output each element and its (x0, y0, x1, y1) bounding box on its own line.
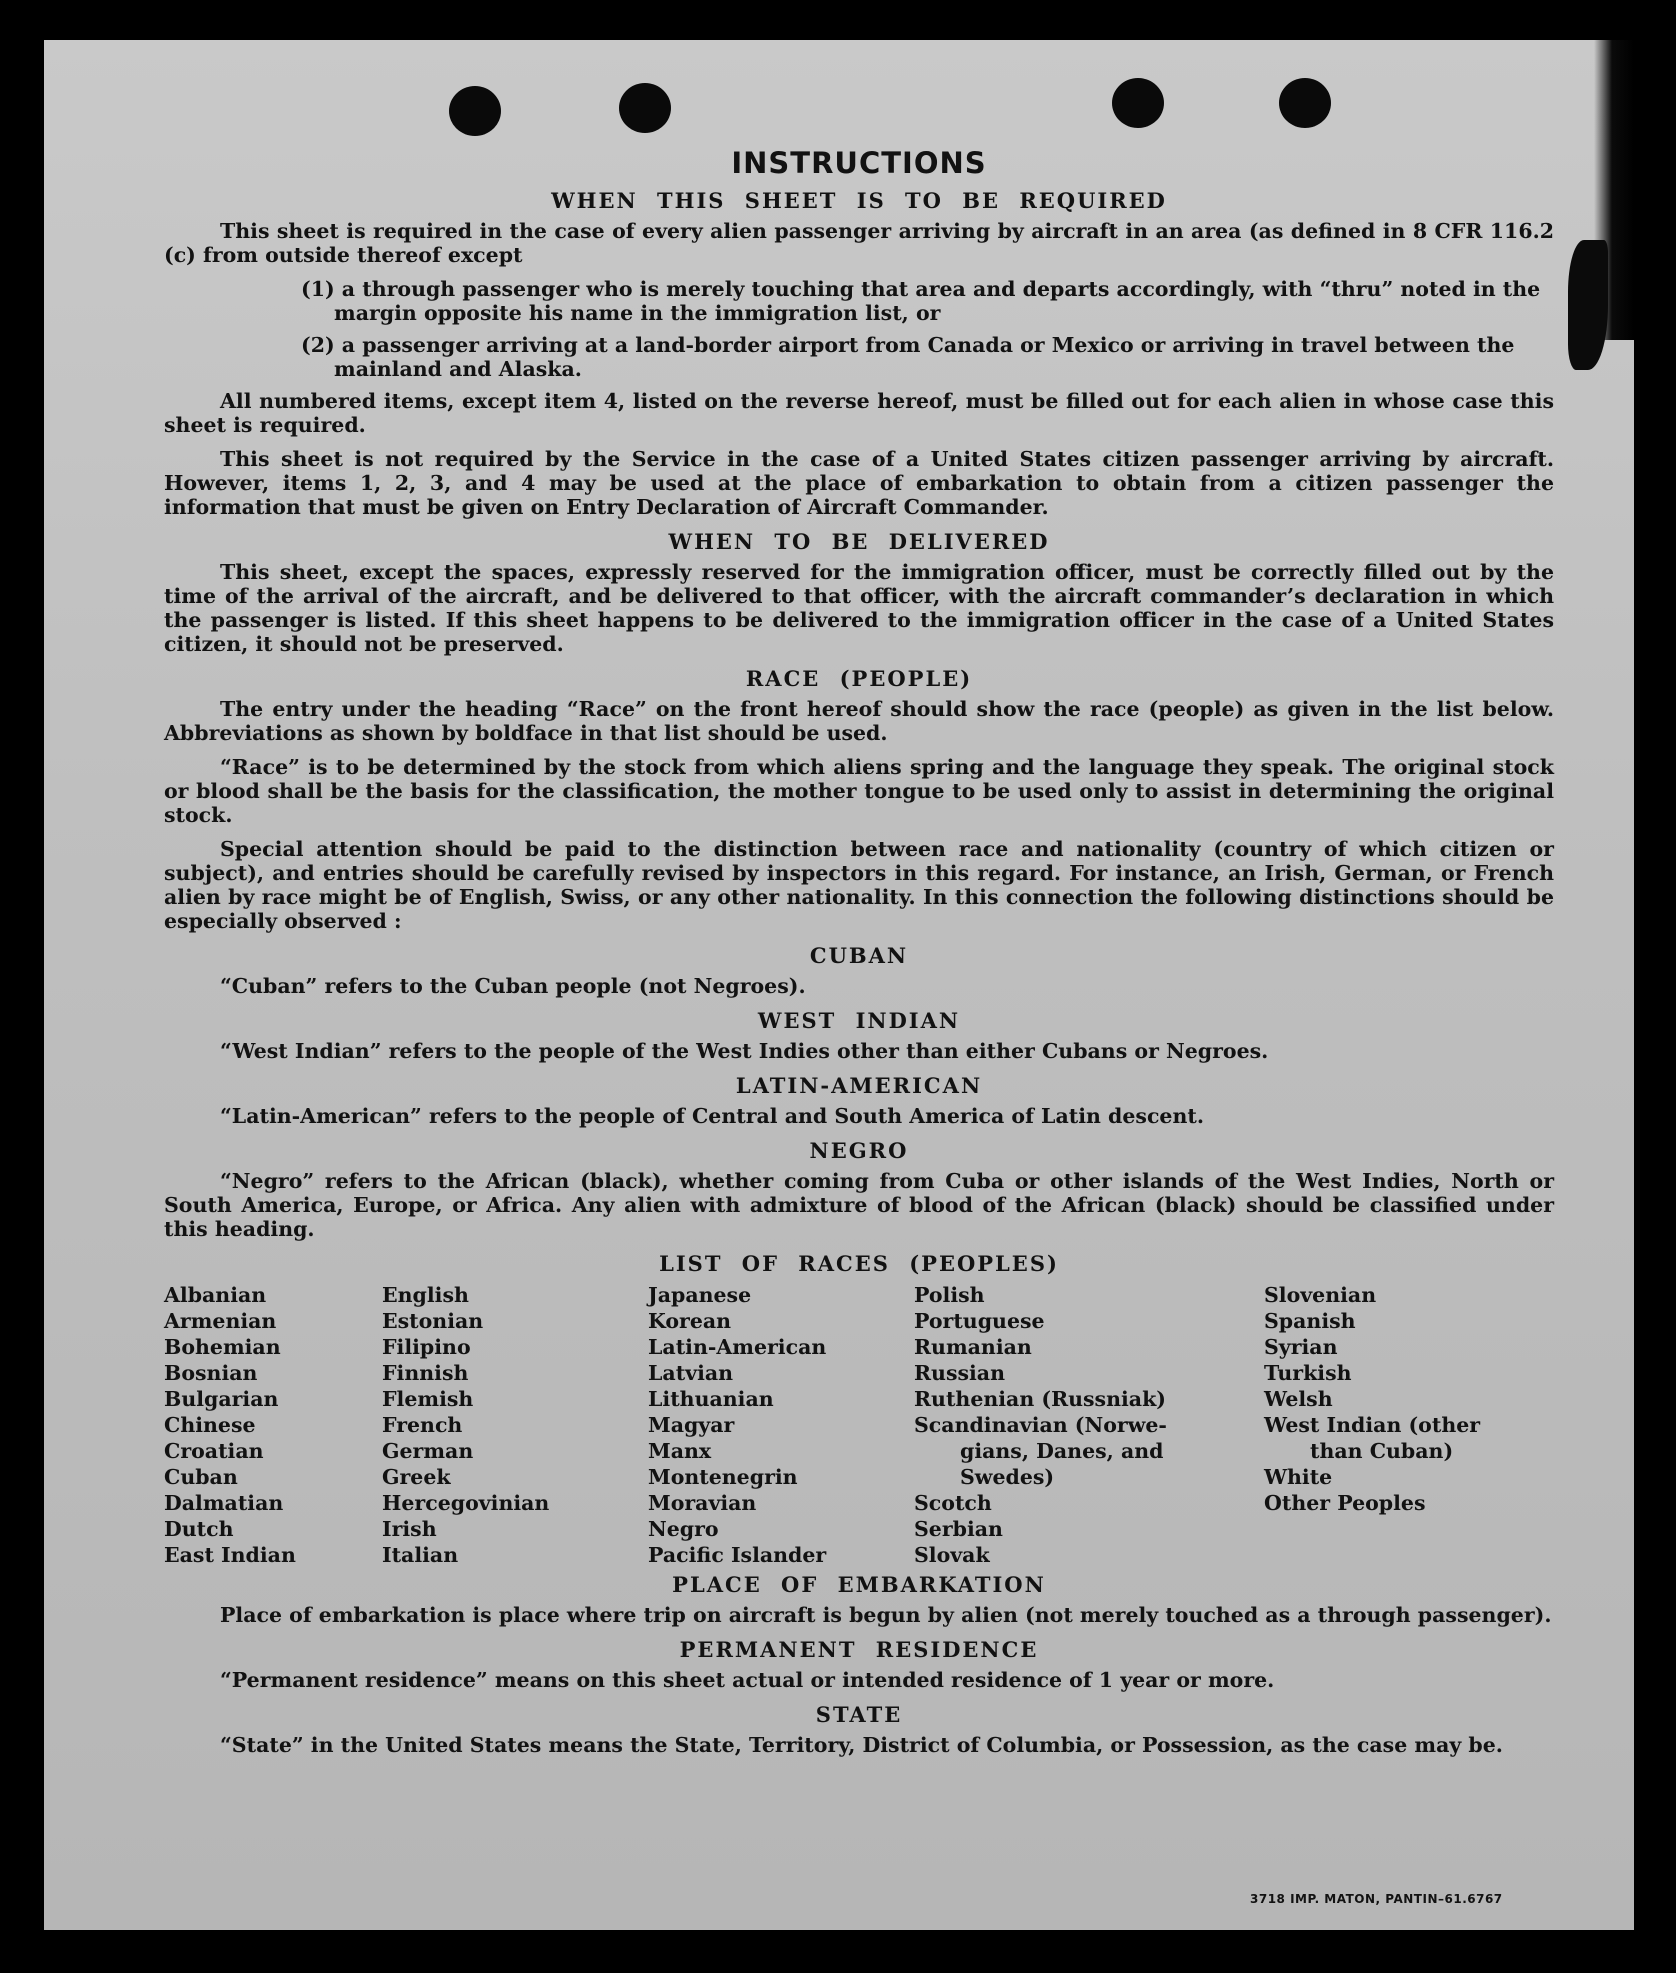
race-entry: Slovenian (1264, 1283, 1377, 1307)
race-entry: Magyar (648, 1413, 735, 1437)
race-entry: German (382, 1439, 474, 1463)
list-item: (2) a passenger arriving at a land-border airport from Canada or Mexico or arriving in travel between the mainland and Alaska. (301, 333, 1515, 381)
document-body (164, 100, 1554, 1767)
race-entry: Welsh (1264, 1387, 1333, 1411)
race-entry: Irish (382, 1517, 437, 1541)
race-entry: Moravian (648, 1491, 757, 1515)
race-entry: Ruthenian (Russniak) (914, 1387, 1166, 1411)
race-entry: Turkish (1264, 1361, 1352, 1385)
race-entry: Polish (914, 1283, 985, 1307)
race-entry: Swedes) (960, 1465, 1055, 1489)
paragraph: “Negro” refers to the African (black), whether coming from Cuba or other islands of the West Indies, North or South America, Europe, or Africa. Any alien with admixture of blood of the African (black) should be classified under this heading. (164, 1169, 1554, 1241)
paragraph: This sheet is required in the case of every alien passenger arriving by aircraft in an area (as defined in 8 CFR 116.2 (c) from outside thereof except (164, 219, 1554, 267)
race-entry: Montenegrin (648, 1465, 798, 1489)
race-column (1264, 1282, 1480, 1516)
paragraph: Special attention should be paid to the distinction between race and nationality (country of which citizen or subject), and entries should be carefully revised by inspectors in this regard. For instance, an Irish, German, or French alien by race might be of English, Swiss, or any other nationality. In this connection the following distinctions should be especially observed : (164, 837, 1554, 933)
race-entry: Latvian (648, 1361, 734, 1385)
paragraph: Place of embarkation is place where trip on aircraft is begun by alien (not merely touched as a through passenger). (220, 1603, 1552, 1627)
paragraph: All numbered items, except item 4, listed on the reverse hereof, must be filled out for each alien in whose case this sheet is required. (164, 389, 1554, 437)
paragraph: This sheet, except the spaces, expressly reserved for the immigration officer, must be correctly filled out by the time of the arrival of the aircraft, and be delivered to that officer, with the aircraft commander’s declaration in which the passenger is listed. If this sheet happens to be delivered to the immigration officer in the case of a United States citizen, it should not be preserved. (164, 560, 1554, 656)
paragraph: “Race” is to be determined by the stock from which aliens spring and the language they speak. The original stock or blood shall be the basis for the classification, the mother tongue to be used only to assist in determining the original stock. (164, 755, 1554, 827)
race-column (164, 1282, 296, 1568)
race-entry: Korean (648, 1309, 732, 1333)
race-entry: Slovak (914, 1543, 990, 1567)
race-entry: Spanish (1264, 1309, 1356, 1333)
race-entry: Estonian (382, 1309, 484, 1333)
race-entry: Greek (382, 1465, 451, 1489)
paragraph: “Latin-American” refers to the people of Central and South America of Latin descent. (220, 1104, 1204, 1128)
race-entry: Rumanian (914, 1335, 1032, 1359)
section-heading: WEST INDIAN (757, 1008, 961, 1033)
section-heading: PLACE OF EMBARKATION (672, 1572, 1046, 1597)
race-entry: East Indian (164, 1543, 296, 1567)
race-entry: Syrian (1264, 1335, 1338, 1359)
race-entry: Scotch (914, 1491, 992, 1515)
paragraph: “Cuban” refers to the Cuban people (not Negroes). (220, 974, 806, 998)
race-entry: than Cuban) (1310, 1439, 1454, 1463)
race-entry: Flemish (382, 1387, 474, 1411)
race-entry: Croatian (164, 1439, 264, 1463)
race-entry: Cuban (164, 1465, 238, 1489)
section-heading: WHEN THIS SHEET IS TO BE REQUIRED (551, 188, 1167, 213)
paragraph: “State” in the United States means the State, Territory, District of Columbia, or Possession, as the case may be. (220, 1733, 1503, 1757)
race-entry: Italian (382, 1543, 459, 1567)
race-entry: Bulgarian (164, 1387, 279, 1411)
section-heading: LIST OF RACES (PEOPLES) (659, 1251, 1059, 1276)
race-entry: Hercegovinian (382, 1491, 550, 1515)
race-column (382, 1282, 549, 1568)
race-entry: Albanian (164, 1283, 267, 1307)
race-entry: Bosnian (164, 1361, 258, 1385)
printer-imprint: 3718 IMP. MATON, PANTIN–61.6767 (1250, 1892, 1503, 1906)
race-entry: Negro (648, 1517, 719, 1541)
race-list (164, 1282, 1554, 1567)
race-entry: Portuguese (914, 1309, 1045, 1333)
race-entry: Manx (648, 1439, 712, 1463)
race-entry: Filipino (382, 1335, 471, 1359)
section-heading: RACE (PEOPLE) (745, 666, 973, 691)
race-entry: Pacific Islander (648, 1543, 827, 1567)
race-entry: Other Peoples (1264, 1491, 1426, 1515)
section-heading: PERMANENT RESIDENCE (679, 1637, 1039, 1662)
paragraph: This sheet is not required by the Service in the case of a United States citizen passenger arriving by aircraft. However, items 1, 2, 3, and 4 may be used at the place of embarkation to obtain from a citizen passenger the information that must be given on Entry Declaration of Aircraft Commander. (164, 447, 1554, 519)
section-heading: LATIN-AMERICAN (735, 1073, 983, 1098)
section-heading: NEGRO (809, 1138, 909, 1163)
race-entry: Latin-American (648, 1335, 827, 1359)
race-entry: Finnish (382, 1361, 469, 1385)
paragraph: The entry under the heading “Race” on the front hereof should show the race (people) as given in the list below. Abbreviations as shown by boldface in that list should be used. (164, 697, 1554, 745)
paragraph: “Permanent residence” means on this sheet actual or intended residence of 1 year or more. (220, 1668, 1275, 1692)
race-entry: White (1264, 1465, 1333, 1489)
race-entry: Dalmatian (164, 1491, 284, 1515)
race-entry: English (382, 1283, 469, 1307)
race-entry: Chinese (164, 1413, 256, 1437)
race-entry: French (382, 1413, 463, 1437)
paragraph: “West Indian” refers to the people of the West Indies other than either Cubans or Negroes. (220, 1039, 1269, 1063)
page-title: INSTRUCTIONS (731, 146, 987, 180)
race-entry: Serbian (914, 1517, 1003, 1541)
race-entry: Armenian (164, 1309, 277, 1333)
race-entry: Dutch (164, 1517, 234, 1541)
race-entry: West Indian (other (1264, 1413, 1481, 1437)
document-sheet (44, 40, 1634, 1930)
race-column (648, 1282, 826, 1568)
race-entry: Scandinavian (Norwe- (914, 1413, 1167, 1437)
race-entry: Japanese (648, 1283, 752, 1307)
race-entry: Lithuanian (648, 1387, 774, 1411)
list-item: (1) a through passenger who is merely touching that area and departs accordingly, with “thru” noted in the margin opposite his name in the immigration list, or (301, 277, 1541, 325)
torn-edge (1568, 240, 1608, 370)
race-entry: Russian (914, 1361, 1005, 1385)
race-entry: Bohemian (164, 1335, 281, 1359)
race-entry: gians, Danes, and (960, 1439, 1164, 1463)
section-heading: STATE (815, 1702, 903, 1727)
section-heading: CUBAN (809, 943, 909, 968)
race-column (914, 1282, 1167, 1568)
section-heading: WHEN TO BE DELIVERED (668, 529, 1050, 554)
